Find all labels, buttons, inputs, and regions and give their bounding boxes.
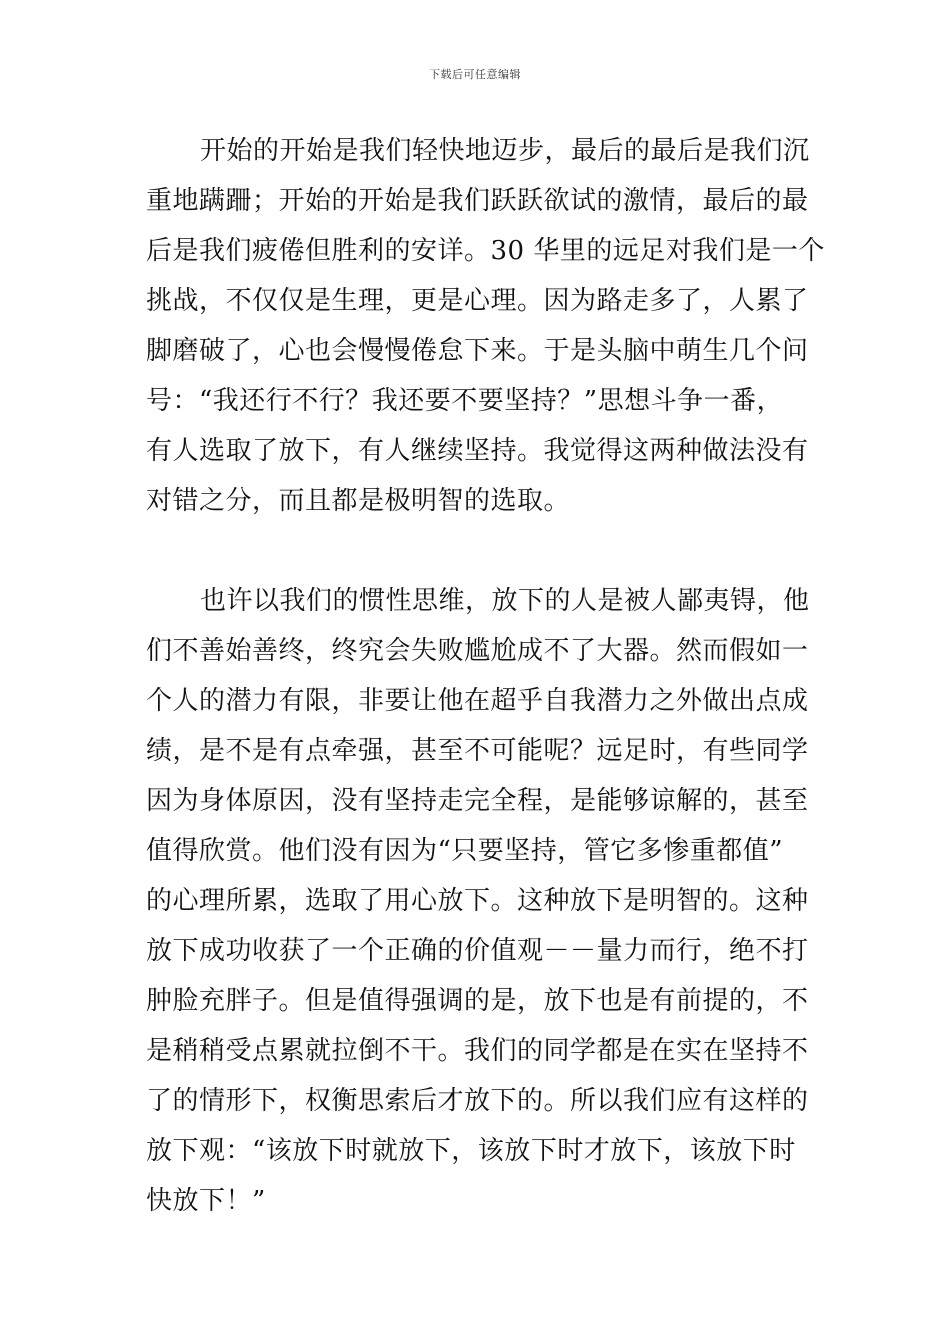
paragraph-line: 有人选取了放下，有人继续坚持。我觉得这两种做法没有 bbox=[146, 436, 809, 466]
paragraph-line: 了的情形下，权衡思索后才放下的。所以我们应有这样的 bbox=[146, 1086, 809, 1116]
paragraph-2 bbox=[146, 576, 810, 1226]
paragraph-line: 个人的潜力有限，非要让他在超乎自我潜力之外做出点成 bbox=[146, 686, 809, 716]
paragraph-line: 开始的开始是我们轻快地迈步，最后的最后是我们沉 bbox=[200, 136, 810, 166]
paragraph-line: 肿脸充胖子。但是值得强调的是，放下也是有前提的，不 bbox=[146, 986, 809, 1016]
paragraph-line: 脚磨破了，心也会慢慢倦怠下来。于是头脑中萌生几个问 bbox=[146, 336, 809, 366]
paragraph-line: 的心理所累，选取了用心放下。这种放下是明智的。这种 bbox=[146, 886, 809, 916]
paragraph-line: 挑战，不仅仅是生理，更是心理。因为路走多了，人累了 bbox=[146, 286, 809, 316]
paragraph-line: 们不善始善终，终究会失败尴尬成不了大器。然而假如一 bbox=[146, 636, 809, 666]
paragraph-line: 也许以我们的惯性思维，放下的人是被人鄙夷锝，他 bbox=[200, 586, 810, 616]
paragraph-line: 放下成功收获了一个正确的价值观－－量力而行，绝不打 bbox=[146, 936, 809, 966]
paragraph-line: 重地蹒跚；开始的开始是我们跃跃欲试的激情，最后的最 bbox=[146, 186, 809, 216]
paragraph-line: 绩，是不是有点牵强，甚至不可能呢？远足时，有些同学 bbox=[146, 736, 809, 766]
header-note: 下载后可任意编辑 bbox=[429, 68, 521, 81]
paragraph-line: 快放下！” bbox=[146, 1186, 266, 1216]
paragraph-line: 对错之分，而且都是极明智的选取。 bbox=[146, 486, 571, 516]
paragraph-line: 是稍稍受点累就拉倒不干。我们的同学都是在实在坚持不 bbox=[146, 1036, 809, 1066]
paragraph-line: 后是我们疲倦但胜利的安详。30 华里的远足对我们是一个 bbox=[146, 236, 825, 266]
paragraph-1 bbox=[146, 126, 825, 526]
paragraph-line: 号：“我还行不行？我还要不要坚持？”思想斗争一番， bbox=[146, 386, 784, 416]
paragraph-line: 放下观：“该放下时就放下，该放下时才放下，该放下时 bbox=[146, 1136, 796, 1166]
paragraph-line: 因为身体原因，没有坚持走完全程，是能够谅解的，甚至 bbox=[146, 786, 809, 816]
paragraph-line: 值得欣赏。他们没有因为“只要坚持，管它多惨重都值” bbox=[146, 836, 784, 866]
